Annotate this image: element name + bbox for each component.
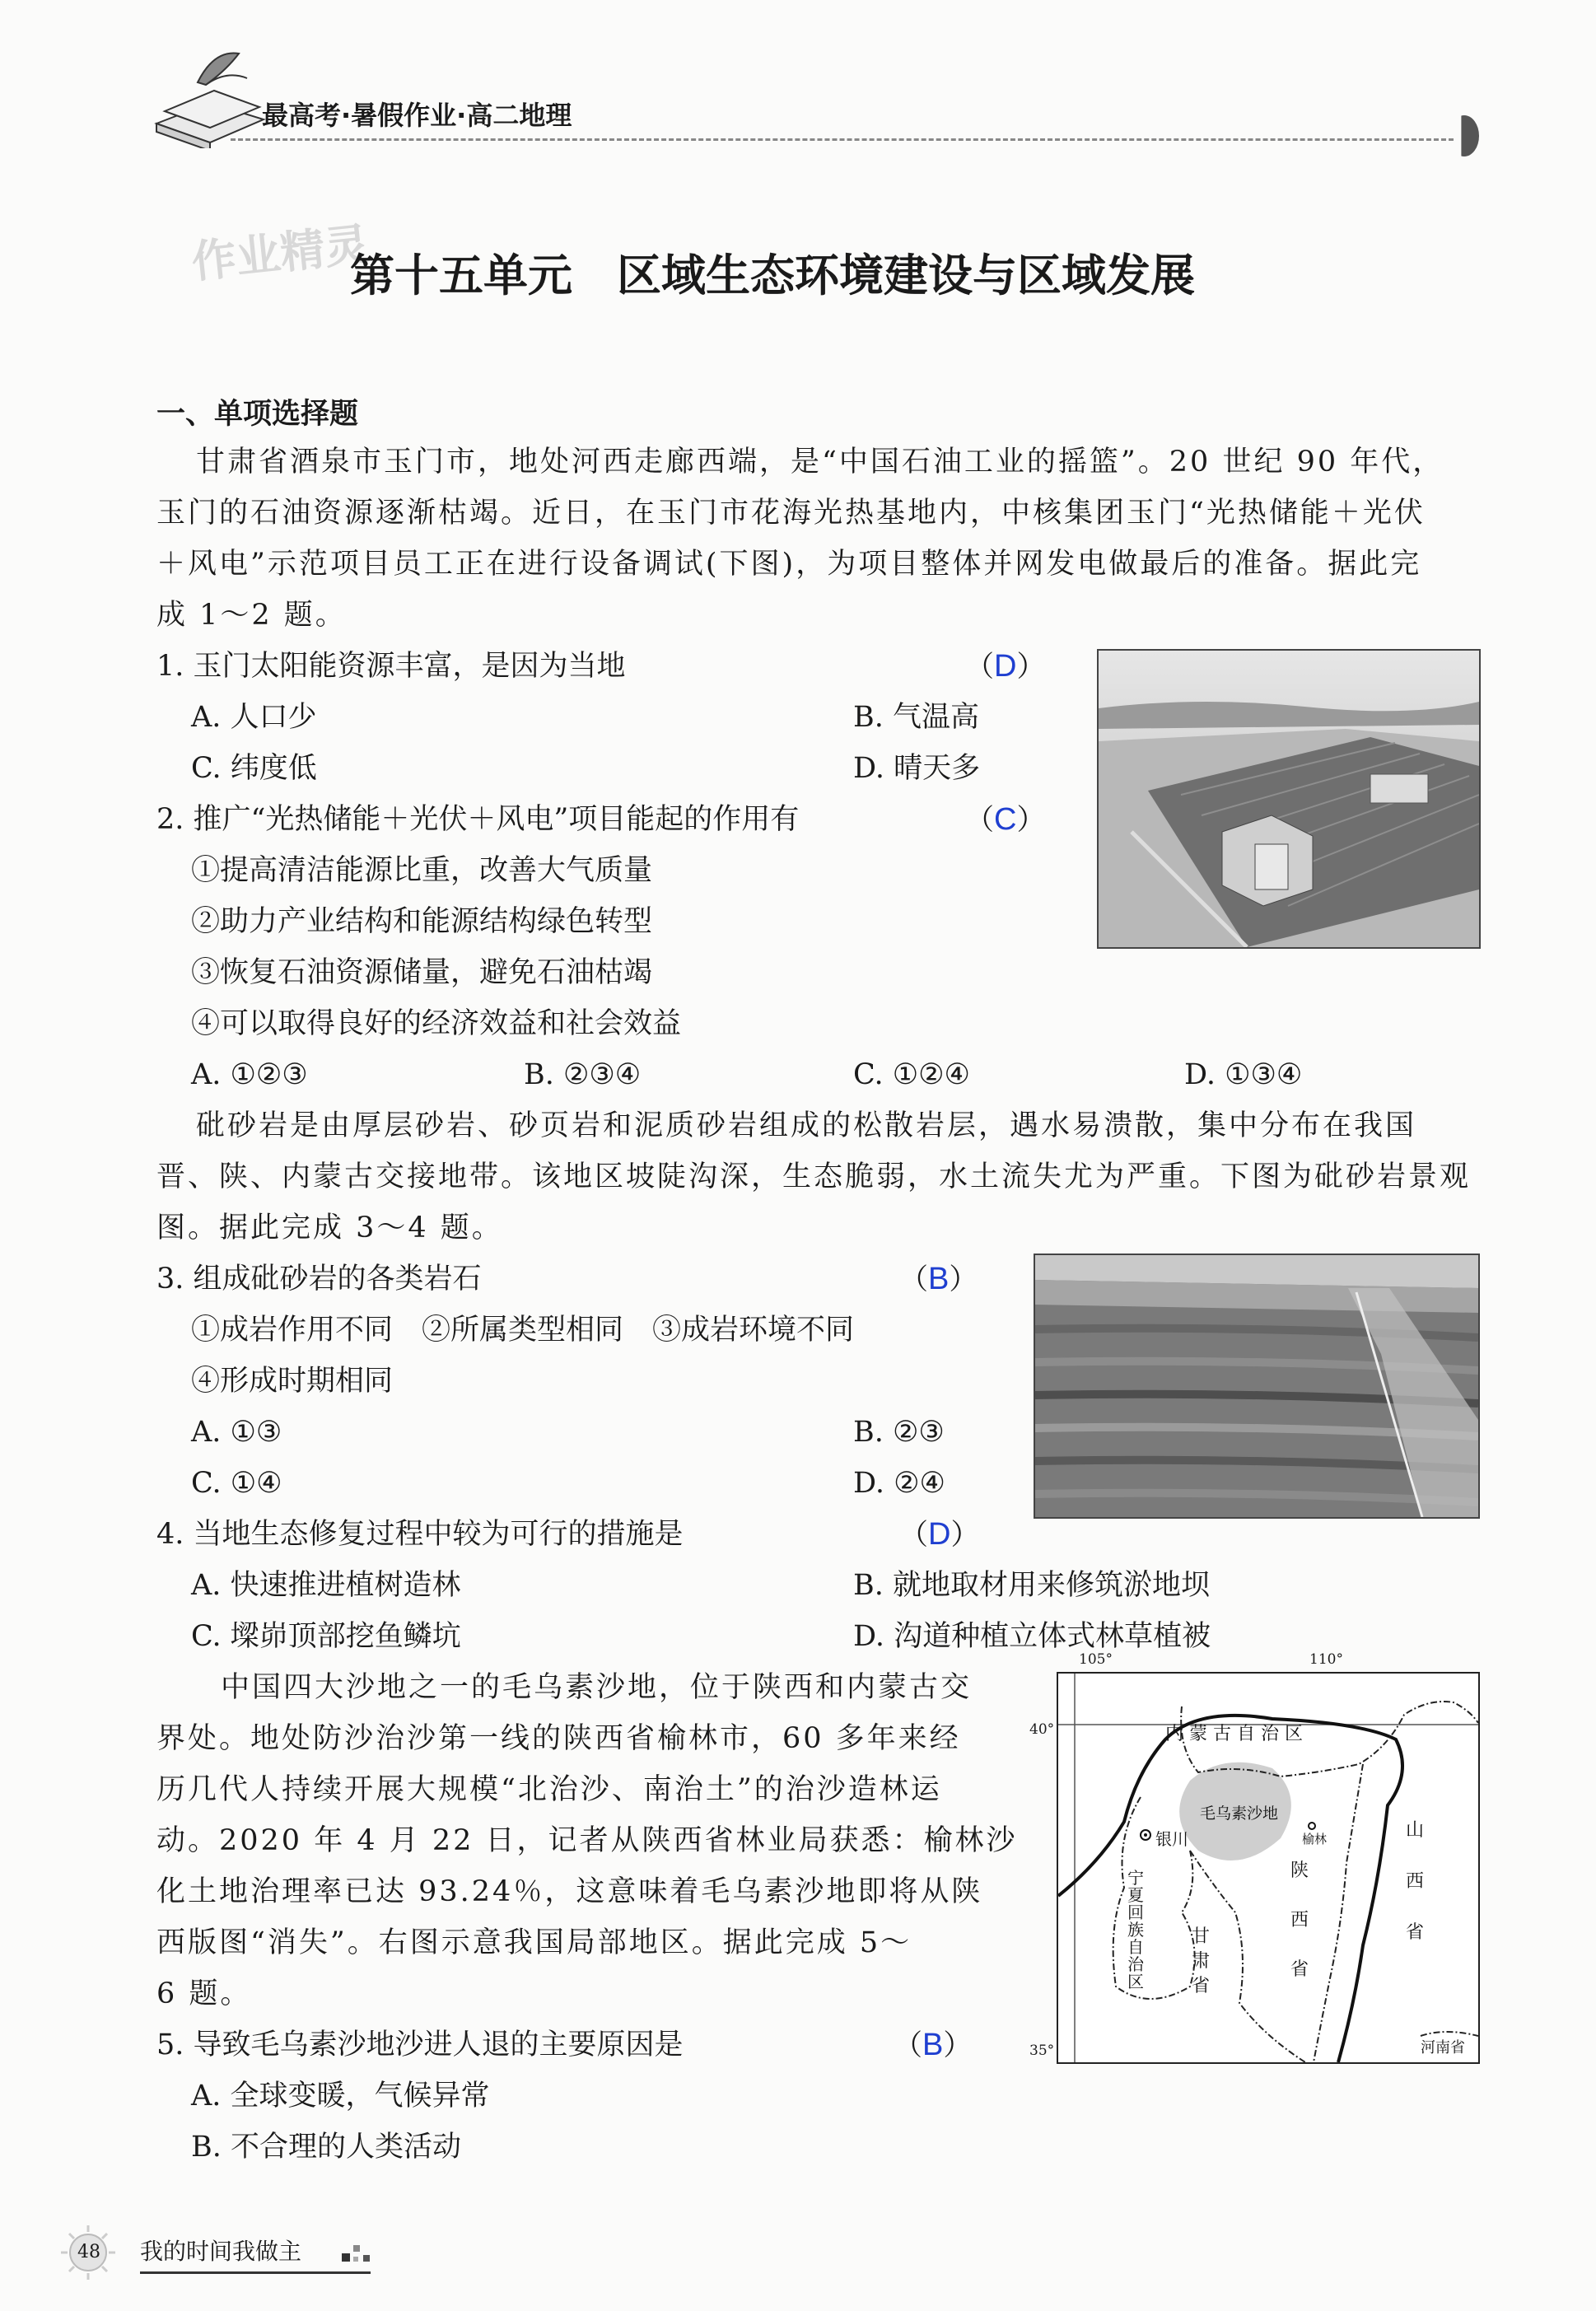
- passage2-line1: 砒砂岩是由厚层砂岩、砂页岩和泥质砂岩组成的松散岩层，遇水易溃散，集中分布在我国: [196, 1109, 1417, 1142]
- q4-answer-bracket: （D）: [899, 1517, 980, 1552]
- map-lon-105: 105°: [1079, 1651, 1113, 1668]
- sandstone-photo: [1034, 1254, 1480, 1519]
- passage3-line1: 中国四大沙地之一的毛乌素沙地，位于陕西和内蒙古交: [221, 1671, 973, 1704]
- q4-option-a: A. 快速推进植树造林: [191, 1569, 461, 1602]
- header-logo: [148, 45, 272, 148]
- q3-stem: 3. 组成砒砂岩的各类岩石: [156, 1263, 482, 1296]
- q2-stem: 2. 推广“光热储能＋光伏＋风电”项目能起的作用有: [156, 803, 800, 836]
- map-label-yinchuan: 银川: [1155, 1829, 1188, 1849]
- q4-stem: 4. 当地生态修复过程中较为可行的措施是: [156, 1518, 684, 1551]
- q2-option-d: D. ①③④: [1184, 1058, 1303, 1091]
- q2-answer: C: [994, 802, 1017, 837]
- q3-option-d: D. ②④: [853, 1467, 945, 1500]
- q4-option-d: D. 沟道种植立体式林草植被: [853, 1620, 1211, 1653]
- q2-item-3: ③恢复石油资源储量，避免石油枯竭: [191, 956, 653, 989]
- q2-option-c: C. ①②④: [853, 1058, 970, 1091]
- q2-item-1: ①提高清洁能源比重，改善大气质量: [191, 854, 653, 887]
- q1-answer-bracket: （D）: [965, 649, 1046, 684]
- footer-motto: 我的时间我做主: [140, 2238, 302, 2265]
- passage1-line4: 成 1～2 题。: [156, 599, 347, 632]
- q4-option-c: C. 墚峁顶部挖鱼鳞坑: [191, 1620, 461, 1653]
- map-label-henan: 河南省: [1421, 2039, 1465, 2057]
- map-label-ningxia: 宁 夏 回 族 自 治 区: [1127, 1868, 1144, 1991]
- watermark: 作业精灵: [189, 217, 372, 289]
- solar-plant-photo: [1097, 649, 1481, 949]
- q4-answer: D: [928, 1517, 951, 1552]
- header-dashed-line: [231, 138, 1454, 141]
- section-heading: 一、单项选择题: [156, 398, 359, 431]
- q4-option-b: B. 就地取材用来修筑淤地坝: [853, 1569, 1210, 1602]
- q3-option-c: C. ①④: [191, 1467, 282, 1500]
- map-label-shaanxi: 陕 西 省: [1290, 1860, 1309, 1980]
- q1-option-d: D. 晴天多: [853, 752, 981, 785]
- q2-option-a: A. ①②③: [191, 1058, 308, 1091]
- q2-option-b: B. ②③④: [524, 1058, 642, 1091]
- footer-page-number: 48: [77, 2242, 100, 2262]
- map-lat-40: 40°: [1029, 1721, 1055, 1738]
- passage2-line2: 晋、陕、内蒙古交接地带。该地区坡陡沟深，生态脆弱，水土流失尤为严重。下图为砒砂岩景观: [156, 1160, 1472, 1193]
- q2-answer-bracket: （C）: [965, 802, 1046, 837]
- q1-answer: D: [994, 649, 1017, 684]
- q3-items-line2: ④形成时期相同: [191, 1365, 394, 1398]
- passage1-line3: ＋风电”示范项目员工正在进行设备调试(下图)，为项目整体并网发电做最后的准备。据此完: [156, 548, 1422, 581]
- q3-option-a: A. ①③: [191, 1416, 282, 1449]
- passage2-line3: 图。据此完成 3～4 题。: [156, 1212, 503, 1244]
- q1-stem: 1. 玉门太阳能资源丰富，是因为当地: [156, 650, 626, 683]
- q3-option-b: B. ②③: [853, 1416, 945, 1449]
- q5-answer-bracket: （B）: [894, 2028, 973, 2062]
- passage3-line6: 西版图“消失”。右图示意我国局部地区。据此完成 5～: [156, 1926, 912, 1959]
- passage3-line2: 界处。地处防沙治沙第一线的陕西省榆林市，60 多年来经: [156, 1722, 961, 1755]
- q3-items-line1: ①成岩作用不同 ②所属类型相同 ③成岩环境不同: [191, 1314, 855, 1347]
- q5-stem: 5. 导致毛乌素沙地沙进人退的主要原因是: [156, 2029, 684, 2061]
- map-label-shanxi: 山 西 省: [1405, 1820, 1424, 1943]
- q3-answer-bracket: （B）: [899, 1262, 978, 1296]
- map-label-gansu: 甘 肃 省: [1191, 1926, 1210, 1996]
- passage1-line2: 玉门的石油资源逐渐枯竭。近日，在玉门市花海光热基地内，中核集团玉门“光热储能＋光伏: [156, 497, 1426, 530]
- q5-option-b: B. 不合理的人类活动: [191, 2131, 461, 2164]
- map-lat-35: 35°: [1029, 2043, 1055, 2059]
- passage3-line7: 6 题。: [156, 1977, 252, 2010]
- q1-option-a: A. 人口少: [191, 701, 317, 734]
- footer-squares-icon: [342, 2239, 375, 2267]
- q1-option-b: B. 气温高: [853, 701, 979, 734]
- header-series: 最高考·暑假作业·高二地理: [262, 100, 572, 131]
- q3-answer: B: [928, 1262, 950, 1296]
- q5-answer: B: [922, 2028, 944, 2062]
- page-title: 第十五单元 区域生态环境建设与区域发展: [350, 249, 1195, 301]
- header-moon-icon: [1449, 115, 1479, 156]
- region-map: [1057, 1672, 1480, 2064]
- q1-option-c: C. 纬度低: [191, 752, 317, 785]
- passage3-line5: 化土地治理率已达 93.24％，这意味着毛乌素沙地即将从陕: [156, 1875, 983, 1908]
- map-label-yulin: 榆林: [1302, 1832, 1328, 1846]
- map-lon-110: 110°: [1309, 1651, 1343, 1668]
- footer-line: [140, 2271, 371, 2274]
- map-label-inner-mongolia: 内 蒙 古 自 治 区: [1165, 1724, 1303, 1744]
- q2-item-2: ②助力产业结构和能源结构绿色转型: [191, 905, 653, 938]
- passage1-line1: 甘肃省酒泉市玉门市，地处河西走廊西端，是“中国石油工业的摇篮”。20 世纪 90 年代，: [196, 446, 1444, 479]
- passage3-line4: 动。2020 年 4 月 22 日，记者从陕西省林业局获悉：榆林沙: [156, 1824, 1018, 1857]
- q2-item-4: ④可以取得良好的经济效益和社会效益: [191, 1007, 682, 1040]
- passage3-line3: 历几代人持续开展大规模“北治沙、南治土”的治沙造林运: [156, 1773, 942, 1806]
- map-label-desert: 毛乌素沙地: [1200, 1804, 1279, 1823]
- q5-option-a: A. 全球变暖，气候异常: [191, 2080, 490, 2113]
